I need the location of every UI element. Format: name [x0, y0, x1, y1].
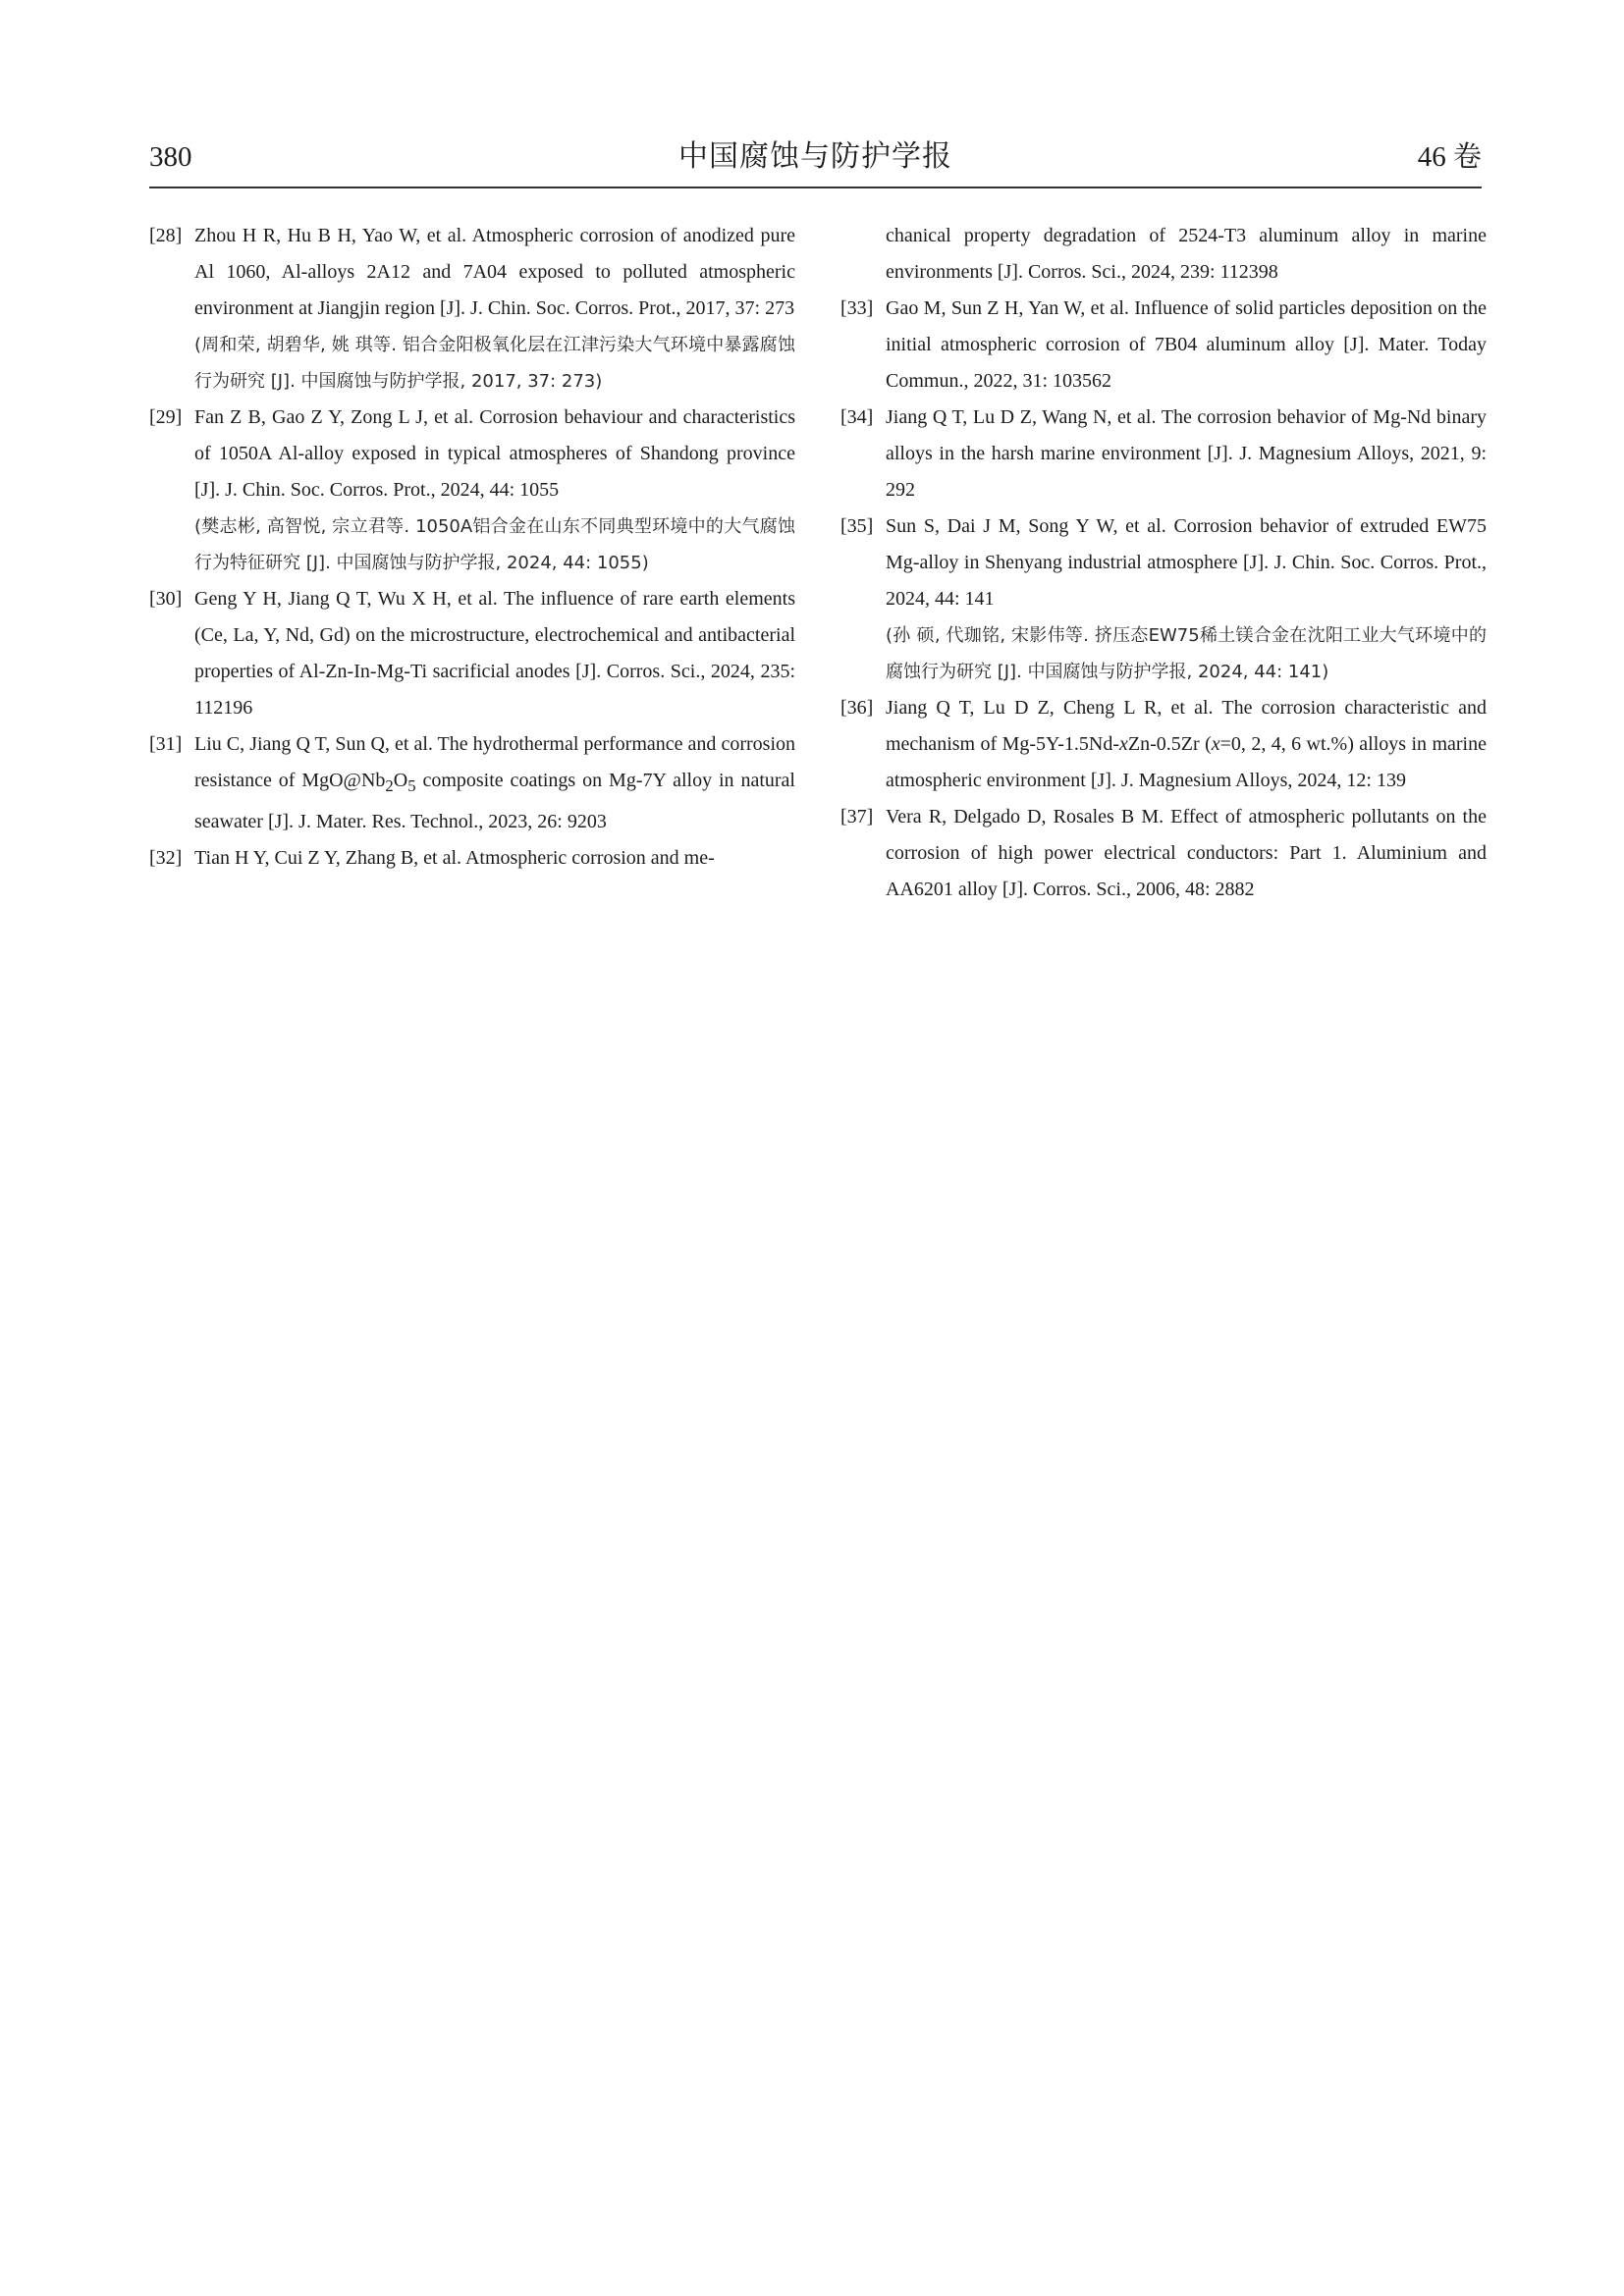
references-right-column	[840, 218, 1487, 908]
reference-text: O	[393, 770, 408, 791]
reference-chinese-text: (樊志彬, 高智悦, 宗立君等. 1050A铝合金在山东不同典型环境中的大气腐蚀行为特征研究 [J]. 中国腐蚀与防护学报, 2024, 44: 1055)	[194, 516, 795, 573]
reference-number: [36]	[840, 697, 874, 719]
reference-28	[149, 218, 795, 400]
reference-30	[149, 581, 795, 726]
reference-number: [30]	[149, 588, 183, 610]
reference-text: Tian H Y, Cui Z Y, Zhang B, et al. Atmospheric corrosion and me-	[194, 847, 715, 869]
reference-number: [32]	[149, 847, 183, 869]
reference-36	[840, 690, 1487, 799]
reference-text: Zhou H R, Hu B H, Yao W, et al. Atmospheric corrosion of anodized pure Al 1060, Al-alloys 2A12 and 7A04 exposed to polluted atmospheric environment at Jiangjin region [J]. J. Chin. Soc. Corros. Prot., 2017, 37: 273	[194, 225, 795, 319]
reference-text: Jiang Q T, Lu D Z, Cheng L R, et al. The corrosion characteristic and mechanism of Mg-5Y-1.5Nd-	[886, 697, 1487, 755]
reference-text: =0, 2, 4, 6 wt.%) alloys in marine atmospheric environment [J]. J. Magnesium Alloys, 2024, 12: 139	[886, 733, 1487, 791]
references-left-column	[149, 218, 795, 877]
reference-number: [37]	[840, 806, 874, 828]
page-header	[149, 137, 1482, 188]
reference-32	[149, 840, 795, 877]
page-number: 380	[149, 141, 192, 173]
reference-33	[840, 291, 1487, 400]
italic-variable: x	[1119, 733, 1128, 755]
reference-text: Zn-0.5Zr (	[1127, 733, 1212, 755]
reference-number: [33]	[840, 297, 874, 319]
reference-34	[840, 400, 1487, 508]
reference-text: Vera R, Delgado D, Rosales B M. Effect of atmospheric pollutants on the corrosion of high power electrical conductors: Part 1. Aluminium and AA6201 alloy [J]. Corros. Sci., 2006, 48: 2882	[886, 806, 1487, 900]
reference-chinese-text: (周和荣, 胡碧华, 姚 琪等. 铝合金阳极氧化层在江津污染大气环境中暴露腐蚀行为研究 [J]. 中国腐蚀与防护学报, 2017, 37: 273)	[194, 335, 795, 392]
reference-35	[840, 508, 1487, 690]
reference-31	[149, 726, 795, 840]
reference-number: [28]	[149, 225, 183, 246]
reference-text: Fan Z B, Gao Z Y, Zong L J, et al. Corrosion behaviour and characteristics of 1050A Al-alloy exposed in typical atmospheres of Shandong province [J]. J. Chin. Soc. Corros. Prot., 2024, 44: 1055	[194, 406, 795, 501]
volume-label: 46 卷	[1417, 141, 1482, 173]
reference-chinese-text: (孙 硕, 代珈铭, 宋影伟等. 挤压态EW75稀土镁合金在沈阳工业大气环境中的腐蚀行为研究 [J]. 中国腐蚀与防护学报, 2024, 44: 141)	[886, 625, 1487, 682]
reference-number: [29]	[149, 406, 183, 428]
subscript: 5	[407, 776, 416, 795]
reference-29	[149, 400, 795, 581]
reference-text: Gao M, Sun Z H, Yan W, et al. Influence of solid particles deposition on the initial atmospheric corrosion of 7B04 aluminum alloy [J]. Mater. Today Commun., 2022, 31: 103562	[886, 297, 1487, 392]
reference-text: Jiang Q T, Lu D Z, Wang N, et al. The corrosion behavior of Mg-Nd binary alloys in the harsh marine environment [J]. J. Magnesium Alloys, 2021, 9: 292	[886, 406, 1487, 501]
reference-text: Sun S, Dai J M, Song Y W, et al. Corrosion behavior of extruded EW75 Mg-alloy in Shenyang industrial atmosphere [J]. J. Chin. Soc. Corros. Prot., 2024, 44: 141	[886, 515, 1487, 610]
reference-number: [31]	[149, 733, 183, 755]
reference-text: Geng Y H, Jiang Q T, Wu X H, et al. The influence of rare earth elements (Ce, La, Y, Nd, Gd) on the microstructure, electrochemical and antibacterial properties of Al-Zn-In-Mg-Ti sacrificial anodes [J]. Corros. Sci., 2024, 235: 112196	[194, 588, 795, 719]
reference-32-continuation: chanical property degradation of 2524-T3 aluminum alloy in marine environments [J]. Corros. Sci., 2024, 239: 112398	[886, 225, 1487, 283]
italic-variable: x	[1211, 733, 1220, 755]
journal-title: 中国腐蚀与防护学报	[678, 139, 952, 174]
reference-number: [35]	[840, 515, 874, 537]
reference-text: Liu C, Jiang Q T, Sun Q, et al. The hydrothermal performance and corrosion resistance of MgO@Nb	[194, 733, 795, 791]
reference-text: composite coatings on Mg-7Y alloy in natural seawater [J]. J. Mater. Res. Technol., 2023, 26: 9203	[194, 770, 795, 832]
subscript: 2	[385, 776, 394, 795]
reference-37	[840, 799, 1487, 908]
reference-number: [34]	[840, 406, 874, 428]
